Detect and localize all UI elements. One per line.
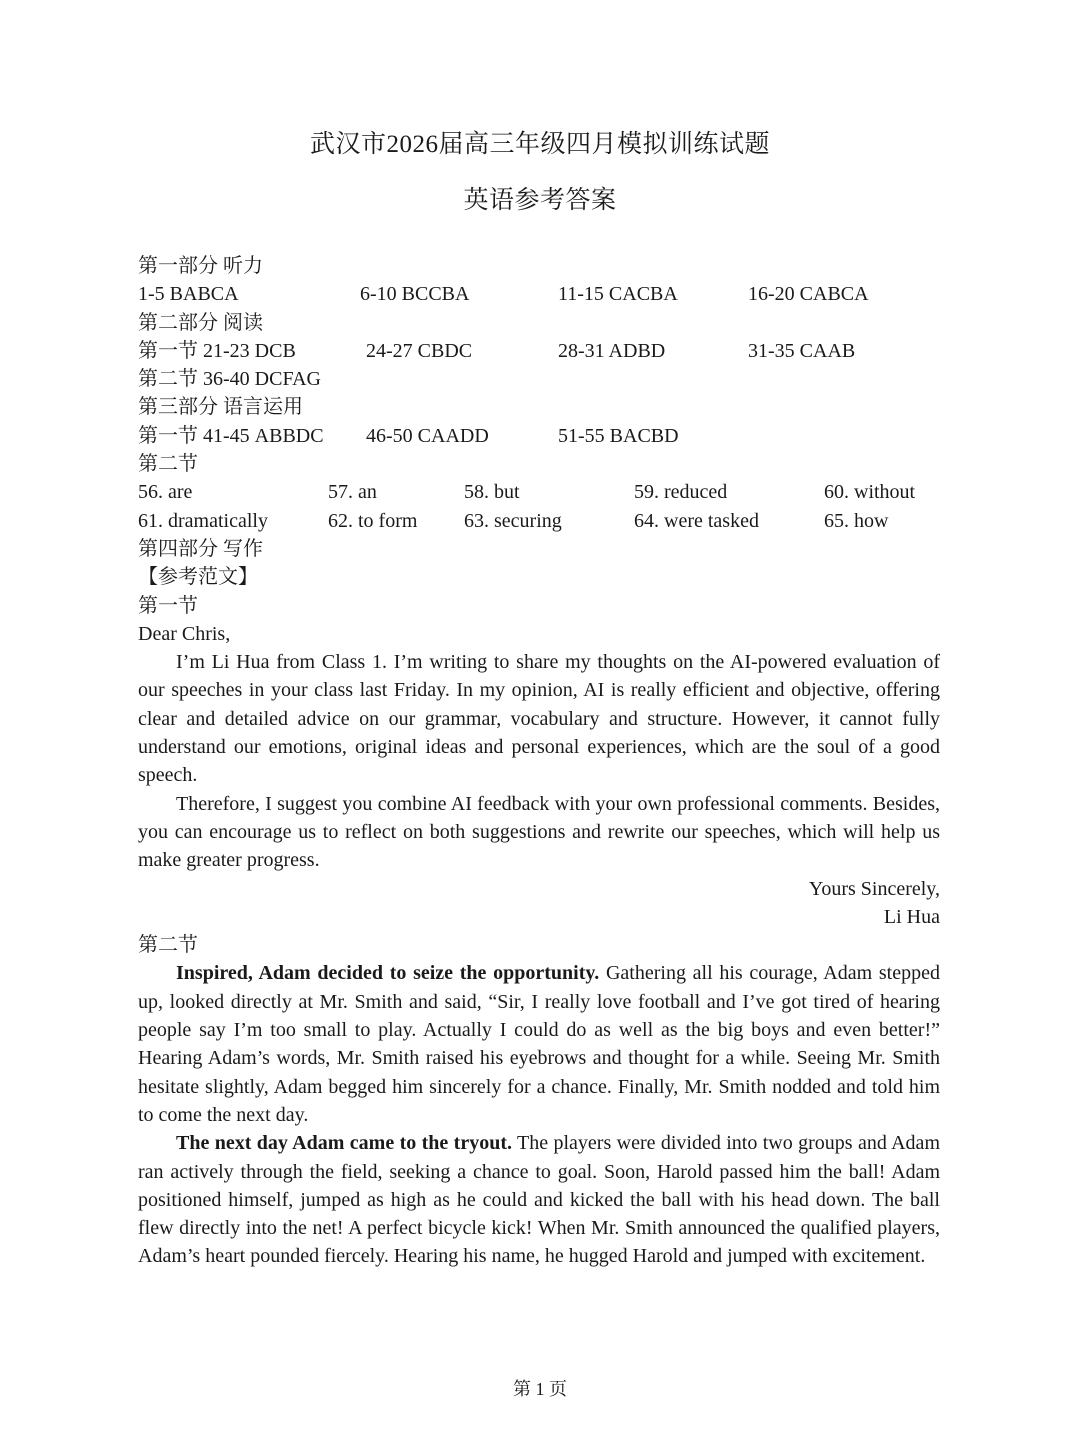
part4-heading: 第四部分 写作	[138, 537, 263, 560]
answer-group: 51-55 BACBD	[558, 424, 679, 447]
document-title: 武汉市2026届高三年级四月模拟训练试题	[309, 131, 770, 158]
part3-section1-row	[138, 422, 940, 450]
fill-answer: 60. without	[824, 481, 916, 504]
answer-group: 1-5 BABCA	[138, 283, 239, 306]
part1-answer-row	[138, 280, 940, 308]
letter-paragraph-2: Therefore, I suggest you combine AI feedback with your own professional comments. Besides, you can encourage us to reflect on both suggestions and rewrite our speeches, which will help us make greater progress.	[138, 792, 940, 872]
story-paragraph-2	[138, 1129, 940, 1270]
answer-group: 6-10 BCCBA	[360, 283, 470, 306]
sample-essay-label: 【参考范文】	[138, 566, 258, 589]
fill-answer: 65. how	[824, 509, 889, 532]
answer-group: 第一节 41-45 ABBDC	[138, 424, 324, 447]
fill-answer: 59. reduced	[634, 481, 728, 504]
answer-content	[138, 252, 940, 1271]
part2-section2-row: 第二节 36-40 DCFAG	[138, 368, 321, 391]
part3-section2-label: 第二节	[138, 453, 198, 476]
fill-answer: 57. an	[328, 481, 377, 504]
letter-greeting: Dear Chris,	[138, 622, 231, 645]
part3-heading: 第三部分 语言运用	[138, 396, 303, 419]
fill-answer: 62. to form	[328, 509, 418, 532]
part2-section1-row	[138, 337, 940, 365]
answer-group: 第一节 21-23 DCB	[138, 339, 296, 362]
story-paragraph-1-lead: Inspired, Adam decided to seize the opportunity.	[176, 962, 600, 985]
fill-answer: 56. are	[138, 481, 193, 504]
part4-section1-label: 第一节	[138, 594, 198, 617]
letter-paragraph-1: I’m Li Hua from Class 1. I’m writing to share my thoughts on the AI-powered evaluation of our speeches in your class last Friday. In my opinion, AI is really efficient and objective, offering clear and detailed advice on our grammar, vocabulary and structure. However, it cannot fully understand our emotions, original ideas and personal experiences, which are the soul of a good speech.	[138, 651, 940, 787]
document-subtitle: 英语参考答案	[463, 187, 617, 214]
story-paragraph-1-body: Gathering all his courage, Adam stepped up, looked directly at Mr. Smith and said, “Sir, I really love football and I’ve got tired of hearing people say I’m too small to play. Actually I could do as well as the big boys and even better!” Hearing Adam’s words, Mr. Smith raised his eyebrows and thought for a while. Seeing Mr. Smith hesitate slightly, Adam begged him sincerely for a chance. Finally, Mr. Smith nodded and told him to come the next day.	[138, 962, 940, 1126]
fill-answer: 63. securing	[464, 509, 562, 532]
part1-heading: 第一部分 听力	[138, 255, 263, 277]
answer-group: 31-35 CAAB	[748, 339, 856, 362]
letter-closing: Yours Sincerely,	[808, 877, 940, 900]
answer-group: 11-15 CACBA	[558, 283, 678, 306]
letter-signature: Li Hua	[883, 905, 940, 928]
answer-group: 46-50 CAADD	[366, 424, 489, 447]
part2-heading: 第二部分 阅读	[138, 311, 263, 334]
page-number: 第 1 页	[513, 1379, 567, 1399]
fill-answer: 61. dramatically	[138, 509, 268, 532]
answer-group: 24-27 CBDC	[366, 339, 473, 362]
part3-fill-row-2	[138, 507, 940, 535]
fill-answer: 64. were tasked	[634, 509, 759, 532]
story-paragraph-1	[138, 959, 940, 1129]
part3-fill-row-1	[138, 478, 940, 506]
story-paragraph-2-lead: The next day Adam came to the tryout.	[176, 1132, 512, 1155]
fill-answer: 58. but	[464, 481, 520, 504]
answer-group: 16-20 CABCA	[748, 283, 869, 306]
answer-group: 28-31 ADBD	[558, 339, 666, 362]
part4-section2-label: 第二节	[138, 934, 198, 957]
story-paragraph-2-body: The players were divided into two groups and Adam ran actively through the field, seeking a chance to goal. Soon, Harold passed him the ball! Adam positioned himself, jumped as high as he could and kicked the ball with his head down. The ball flew directly into the net! A perfect bicycle kick! When Mr. Smith announced the qualified players, Adam’s heart pounded fiercely. Hearing his name, he hugged Harold and jumped with excitement.	[138, 1132, 940, 1268]
